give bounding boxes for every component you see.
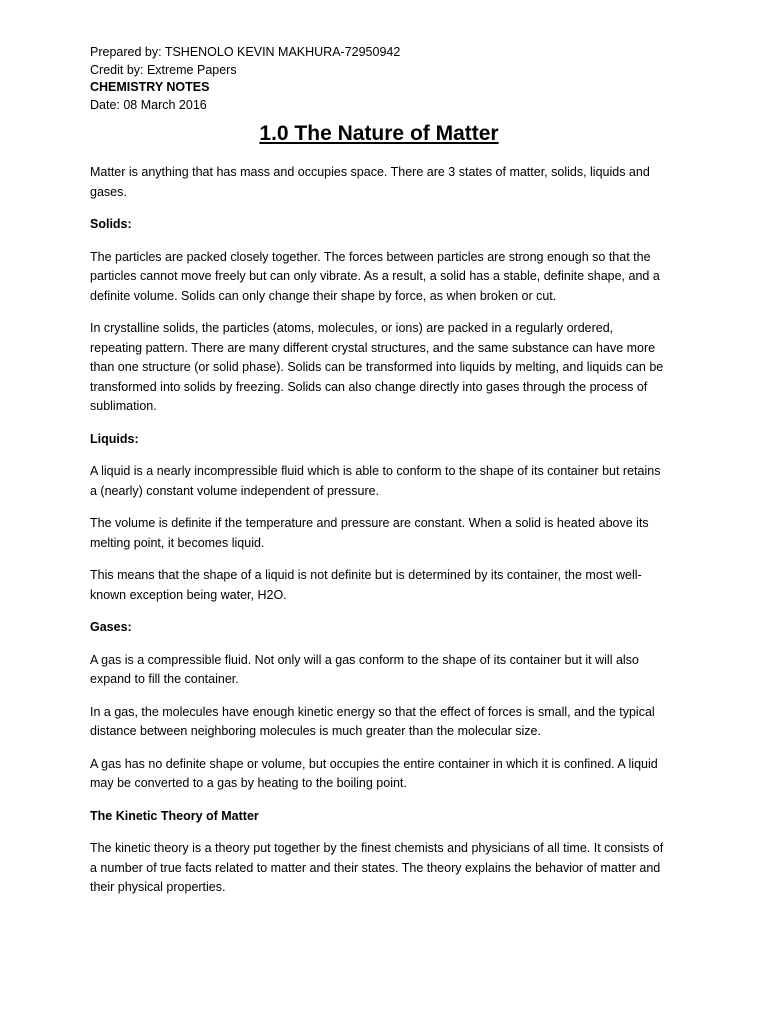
liquids-heading: Liquids:: [90, 431, 139, 446]
solids-paragraph-1: The particles are packed closely together. The forces between particles are strong enough so that the particles cannot move freely but can only vibrate. As a result, a solid has a stable, definite shape, and a definite volume. Solids can only change their shape by force, as when broken or cut.: [90, 249, 660, 303]
liquids-paragraph-2: The volume is definite if the temperature and pressure are constant. When a solid is heated above its melting point, it becomes liquid.: [90, 516, 649, 550]
solids-heading: Solids:: [90, 217, 132, 231]
gases-heading: Gases:: [90, 620, 132, 634]
liquids-paragraph-3: This means that the shape of a liquid is not definite but is determined by its container, the most well-known exception being water, H2O.: [90, 568, 642, 602]
subject-line: CHEMISTRY NOTES: [90, 80, 210, 94]
document-header: [90, 44, 668, 114]
solids-paragraph-2: In crystalline solids, the particles (atoms, molecules, or ions) are packed in a regularly ordered, repeating pattern. There are many different crystal structures, and the same substance can have more than one structure (or solid phase). Solids can be transformed into liquids by melting, and liquids can be transformed into solids by freezing. Solids can also change directly into gases through the process of sublimation.: [90, 321, 664, 413]
gases-paragraph-1: A gas is a compressible fluid. Not only will a gas conform to the shape of its container but it will also expand to fill the container.: [90, 652, 639, 686]
liquids-paragraph-1: A liquid is a nearly incompressible fluid which is able to conform to the shape of its container but retains a (nearly) constant volume independent of pressure.: [90, 464, 661, 498]
intro-paragraph: Matter is anything that has mass and occupies space. There are 3 states of matter, solids, liquids and gases.: [90, 165, 650, 199]
document-title: 1.0 The Nature of Matter: [259, 122, 499, 145]
gases-paragraph-3: A gas has no definite shape or volume, but occupies the entire container in which it is confined. A liquid may be converted to a gas by heating to the boiling point.: [90, 756, 658, 790]
gases-paragraph-2: In a gas, the molecules have enough kinetic energy so that the effect of forces is small, and the typical distance between neighboring molecules is much greater than the molecular size.: [90, 704, 655, 738]
prepared-by: Prepared by: TSHENOLO KEVIN MAKHURA-72950942: [90, 45, 401, 59]
document-body: [90, 163, 668, 898]
date-line: Date: 08 March 2016: [90, 97, 207, 112]
kinetic-theory-paragraph: The kinetic theory is a theory put together by the finest chemists and physicians of all time. It consists of a number of true facts related to matter and their states. The theory explains the behavior of matter and their physical properties.: [90, 841, 664, 894]
kinetic-theory-heading: The Kinetic Theory of Matter: [90, 808, 259, 823]
credit-line: Credit by: Extreme Papers: [90, 62, 237, 77]
